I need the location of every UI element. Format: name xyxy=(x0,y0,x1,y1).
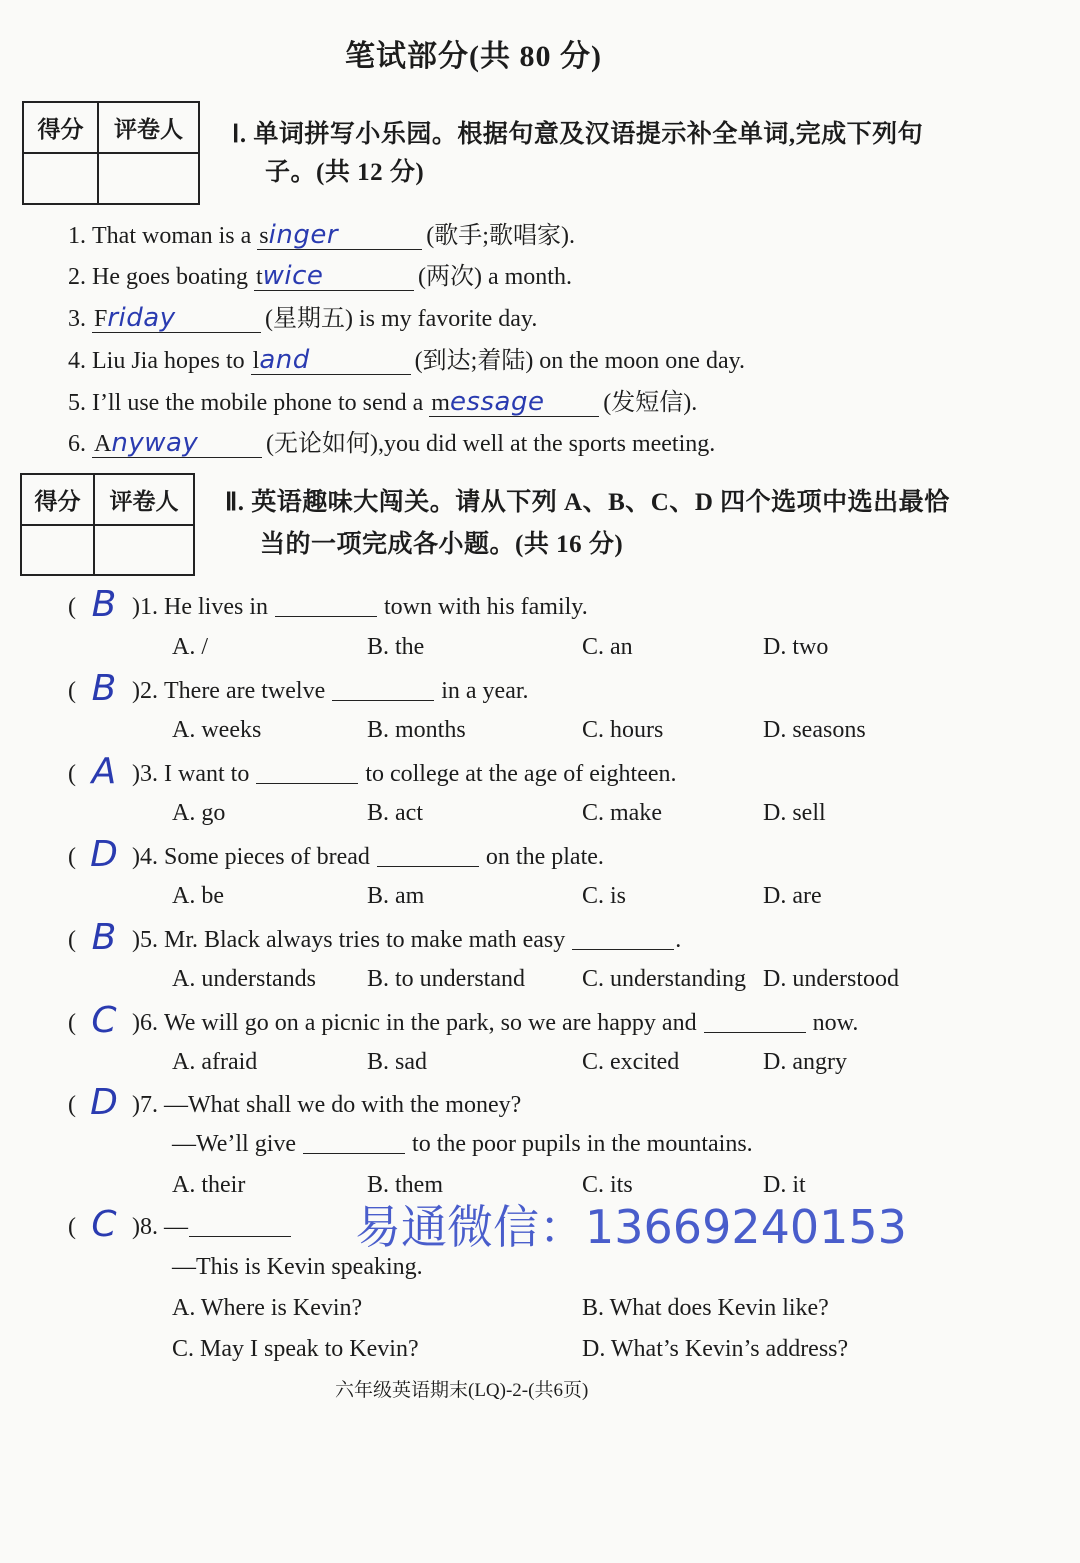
handwritten-choice: A xyxy=(91,751,117,792)
option-a: A. afraid xyxy=(172,1049,258,1075)
option-row xyxy=(0,1046,1080,1078)
option-b: B. them xyxy=(367,1172,443,1198)
question-stem-after: now. xyxy=(812,1010,859,1036)
option-b: B. sad xyxy=(367,1049,427,1075)
paren-open: ( xyxy=(68,761,76,787)
option-b: B. the xyxy=(367,634,425,660)
paren-close: ) xyxy=(132,678,140,704)
fill-blank xyxy=(92,430,262,458)
question-stem-after: town with his family. xyxy=(383,594,588,620)
mc-question xyxy=(68,584,588,625)
handwritten-choice: C xyxy=(91,1000,117,1041)
fill-blank xyxy=(251,347,411,375)
handwritten-choice: D xyxy=(90,1082,118,1123)
option-d: D. What’s Kevin’s address? xyxy=(582,1336,849,1362)
option-row xyxy=(0,1333,1080,1365)
score-label: 得分 xyxy=(24,103,99,154)
question-number: 3. xyxy=(140,761,158,787)
option-row xyxy=(0,714,1080,746)
option-d: D. are xyxy=(763,883,822,909)
item-text-after: (两次) a month. xyxy=(417,264,572,290)
question-number: 5. xyxy=(140,927,158,953)
answer-blank xyxy=(189,1236,291,1237)
handwritten-answer: inger xyxy=(268,220,339,250)
item-text-after: (星期五) is my favorite day. xyxy=(265,306,538,332)
given-letter: l xyxy=(252,348,260,374)
paper-title: 笔试部分(共 80 分) xyxy=(345,40,602,73)
section-1-heading-cont: 子。(共 12 分) xyxy=(265,159,425,186)
option-row xyxy=(0,1169,1080,1201)
item-number: 4. xyxy=(68,348,86,374)
option-d: D. seasons xyxy=(763,717,866,743)
answer-blank xyxy=(377,866,479,867)
question-number: 4. xyxy=(140,844,158,870)
mc-question xyxy=(68,751,677,792)
option-row xyxy=(0,880,1080,912)
option-c: C. is xyxy=(582,883,627,909)
mc-question xyxy=(68,668,529,709)
option-d: D. sell xyxy=(763,800,826,826)
option-a: A. go xyxy=(172,800,226,826)
option-b: B. to understand xyxy=(367,966,525,992)
answer-blank xyxy=(572,949,674,950)
item-text-before: That woman is a xyxy=(92,223,252,249)
question-dialogue-reply: —This is Kevin speaking. xyxy=(172,1254,423,1280)
paren-open: ( xyxy=(68,927,76,953)
option-b: B. act xyxy=(367,800,423,826)
handwritten-choice: B xyxy=(91,584,117,625)
question-stem-before: Some pieces of bread xyxy=(164,844,370,870)
paren-open: ( xyxy=(68,594,76,620)
question-number: 7. xyxy=(140,1092,158,1118)
question-number: 1. xyxy=(140,594,158,620)
paren-close: ) xyxy=(132,761,140,787)
option-row xyxy=(0,963,1080,995)
score-cell xyxy=(22,526,95,574)
item-text-before: I’ll use the mobile phone to send a xyxy=(92,390,424,416)
fill-item xyxy=(68,345,745,377)
question-number: 8. xyxy=(140,1214,158,1240)
question-stem-before: Mr. Black always tries to make math easy xyxy=(164,927,566,953)
question-stem-before: — xyxy=(164,1214,188,1240)
handwritten-answer: wice xyxy=(262,261,324,291)
paren-close: ) xyxy=(132,927,140,953)
grader-label: 评卷人 xyxy=(95,475,193,526)
item-number: 2. xyxy=(68,264,86,290)
option-a: A. be xyxy=(172,883,224,909)
question-stem-after: in a year. xyxy=(441,678,529,704)
given-letter: F xyxy=(94,306,108,332)
option-row xyxy=(0,797,1080,829)
option-c: C. its xyxy=(582,1172,633,1198)
option-d: D. it xyxy=(763,1172,806,1198)
mc-question xyxy=(68,917,682,958)
option-a: A. / xyxy=(172,634,208,660)
paren-open: ( xyxy=(68,678,76,704)
mc-question xyxy=(68,1204,298,1245)
question-dialogue-reply xyxy=(172,1128,753,1160)
fill-blank xyxy=(254,263,414,291)
option-b: B. What does Kevin like? xyxy=(582,1295,829,1321)
paren-open: ( xyxy=(68,1092,76,1118)
fill-blank xyxy=(92,305,261,333)
answer-blank xyxy=(303,1153,405,1154)
given-letter: s xyxy=(259,223,269,249)
question-number: 6. xyxy=(140,1010,158,1036)
page-footer: 六年级英语期末(LQ)-2-(共6页) xyxy=(335,1380,589,1401)
option-c: C. hours xyxy=(582,717,664,743)
section-2-heading-cont: 当的一项完成各小题。(共 16 分) xyxy=(260,531,624,558)
handwritten-choice: B xyxy=(91,917,117,958)
question-stem-after: on the plate. xyxy=(485,844,604,870)
handwritten-answer: riday xyxy=(107,303,176,333)
question-stem-before: He lives in xyxy=(164,594,268,620)
score-box xyxy=(20,473,195,576)
grader-label: 评卷人 xyxy=(99,103,198,154)
fill-item xyxy=(68,303,537,335)
given-letter: m xyxy=(431,390,450,416)
item-text-after: (歌手;歌唱家). xyxy=(426,223,575,249)
item-text-after: (发短信). xyxy=(603,390,698,416)
option-b: B. months xyxy=(367,717,466,743)
fill-blank xyxy=(257,222,422,250)
question-number: 2. xyxy=(140,678,158,704)
question-stem-before: —We’ll give xyxy=(172,1131,297,1157)
option-b: B. am xyxy=(367,883,425,909)
fill-item xyxy=(68,428,715,460)
paren-close: ) xyxy=(132,594,140,620)
paren-open: ( xyxy=(68,1214,76,1240)
item-text-after: (到达;着陆) on the moon one day. xyxy=(414,348,746,374)
paren-close: ) xyxy=(132,1092,140,1118)
option-row xyxy=(0,631,1080,663)
answer-blank xyxy=(275,616,377,617)
fill-blank xyxy=(429,389,599,417)
question-stem-after: to the poor pupils in the mountains. xyxy=(412,1131,753,1157)
answer-blank xyxy=(704,1032,806,1033)
item-number: 6. xyxy=(68,431,86,457)
fill-item xyxy=(68,261,572,293)
watermark-contact: 易通微信：13669240153 xyxy=(355,1200,907,1254)
option-a: A. Where is Kevin? xyxy=(172,1295,363,1321)
score-cell xyxy=(24,154,99,203)
fill-item xyxy=(68,220,575,252)
option-c: C. an xyxy=(582,634,633,660)
option-d: D. two xyxy=(763,634,829,660)
handwritten-answer: nyway xyxy=(111,428,199,458)
answer-blank xyxy=(256,783,358,784)
handwritten-choice: C xyxy=(91,1204,117,1245)
option-d: D. understood xyxy=(763,966,899,992)
section-1-heading: Ⅰ. 单词拼写小乐园。根据句意及汉语提示补全单词,完成下列句 xyxy=(232,121,924,148)
option-row xyxy=(0,1292,1080,1324)
item-text-before: He goes boating xyxy=(92,264,248,290)
handwritten-choice: B xyxy=(91,668,117,709)
question-stem-after: . xyxy=(675,927,682,953)
paren-close: ) xyxy=(132,1214,140,1240)
option-c: C. May I speak to Kevin? xyxy=(172,1336,419,1362)
given-letter: t xyxy=(255,264,263,290)
option-a: A. weeks xyxy=(172,717,262,743)
option-c: C. understanding xyxy=(582,966,746,992)
score-label: 得分 xyxy=(22,475,95,526)
mc-question xyxy=(68,1082,522,1123)
score-box xyxy=(22,101,200,205)
item-text-before: Liu Jia hopes to xyxy=(92,348,245,374)
handwritten-answer: and xyxy=(259,345,310,375)
grader-cell xyxy=(95,526,193,574)
paren-close: ) xyxy=(132,1010,140,1036)
item-number: 5. xyxy=(68,390,86,416)
question-stem-before: I want to xyxy=(164,761,250,787)
grader-cell xyxy=(99,154,198,203)
option-c: C. make xyxy=(582,800,662,826)
handwritten-answer: essage xyxy=(449,387,545,417)
mc-question xyxy=(68,1000,859,1041)
answer-blank xyxy=(332,700,434,701)
question-stem-before: We will go on a picnic in the park, so we are happy and xyxy=(164,1010,697,1036)
paren-open: ( xyxy=(68,844,76,870)
item-number: 1. xyxy=(68,223,86,249)
handwritten-choice: D xyxy=(90,834,118,875)
option-a: A. their xyxy=(172,1172,246,1198)
given-letter: A xyxy=(94,431,112,457)
question-stem-before: There are twelve xyxy=(164,678,326,704)
question-stem-after: to college at the age of eighteen. xyxy=(365,761,677,787)
item-text-after: (无论如何),you did well at the sports meeting. xyxy=(266,431,716,457)
question-dialogue-line: —What shall we do with the money? xyxy=(164,1092,522,1118)
mc-question xyxy=(68,834,604,875)
option-d: D. angry xyxy=(763,1049,847,1075)
section-2-heading: Ⅱ. 英语趣味大闯关。请从下列 A、B、C、D 四个选项中选出最恰 xyxy=(225,489,950,516)
paren-open: ( xyxy=(68,1010,76,1036)
option-c: C. excited xyxy=(582,1049,680,1075)
option-a: A. understands xyxy=(172,966,316,992)
paren-close: ) xyxy=(132,844,140,870)
fill-item xyxy=(68,387,697,419)
item-number: 3. xyxy=(68,306,86,332)
